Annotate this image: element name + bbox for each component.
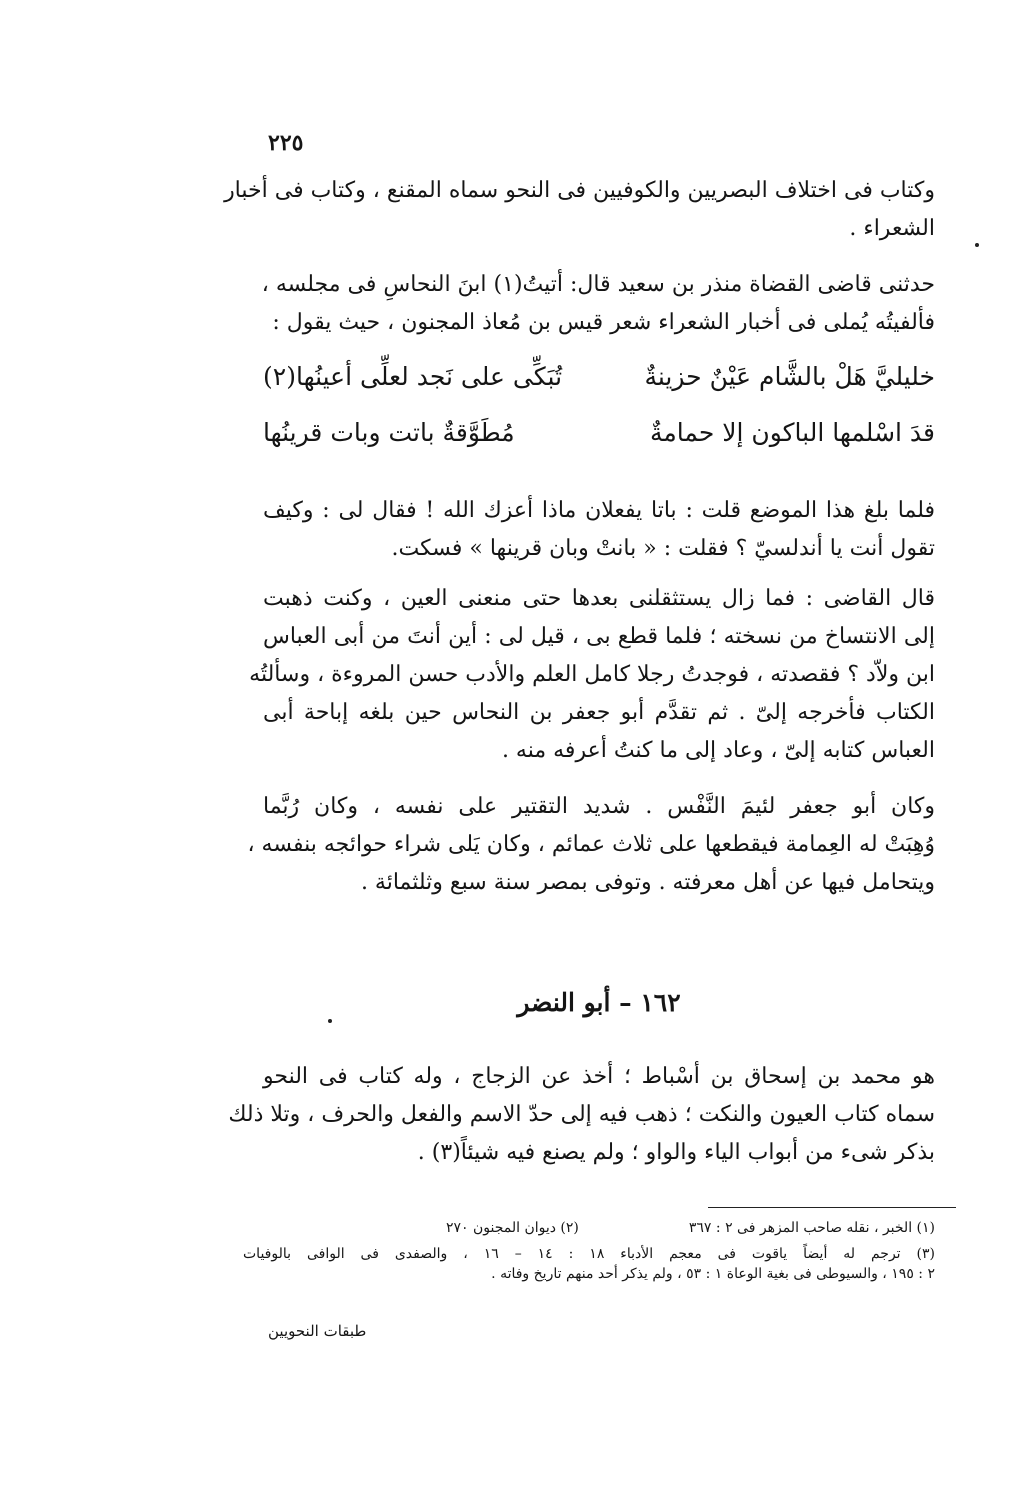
- verse-line: [263, 404, 935, 460]
- paragraph-judge-continued: [249, 580, 935, 770]
- text-line: الكتاب فأخرجه إلىّ . ثم تقدَّم أبو جعفر بن النحاس حين بلغه إباحة أبى: [263, 700, 935, 725]
- paragraph-judge-narration: [263, 266, 935, 342]
- footnote-2: (٢) ديوان المجنون ٢٧٠: [445, 1220, 579, 1236]
- text-line: ابن ولاّد ؟ فقصدته ، فوجدتُ رجلا كامل العلم والأدب حسن المروءة ، وسألتُه: [249, 662, 935, 687]
- text-line: فألفيتُه يُملى فى أخبار الشعراء شعر قيس بن مُعاذ المجنون ، حيث يقول :: [272, 310, 935, 335]
- text-line: تقول أنت يا أندلسيّ ؟ فقلت : « بانتْ وبان قرينها » فسكت.: [391, 536, 935, 561]
- footnote-row: [243, 1218, 935, 1238]
- text-line: وُهِبَتْ له العِمامة فيقطعها على ثلاث عمائم ، وكان يَلى شراء حوائجه بنفسه ،: [247, 832, 935, 857]
- text-line: العباس كتابه إلىّ ، وعاد إلى ما كنتُ أعرفه منه .: [501, 738, 935, 763]
- hemistich-first: خليليَّ هَلْ بالشَّام عَيْنٌ حزينةٌ: [644, 361, 935, 391]
- text-line: قال القاضى : فما زال يستثقلنى بعدها حتى منعنى العين ، وكنت ذهبت: [263, 586, 935, 611]
- text-line: حدثنى قاضى القضاة منذر بن سعيد قال: أتيتُ(١) ابنَ النحاسِ فى مجلسه ،: [261, 272, 935, 297]
- scan-speck: [328, 1019, 332, 1023]
- text-line: ويتحامل فيها عن أهل معرفته . وتوفى بمصر سنة سبع وثلثمائة .: [360, 870, 935, 895]
- text-line: وكتاب فى اختلاف البصريين والكوفيين فى النحو سماه المقنع ، وكتاب فى أخبار: [224, 178, 935, 203]
- page-number: ٢٢٥: [268, 130, 304, 156]
- footnotes: [243, 1218, 935, 1284]
- paragraph-dialogue: [263, 492, 935, 568]
- hemistich-first: قدَ اسْلمها الباكون إلا حمامةٌ: [649, 417, 935, 447]
- text-line: بذكر شىء من أبواب الياء والواو ؛ ولم يصنع فيه شيئاً(٣) .: [417, 1140, 935, 1165]
- text-line: الشعراء .: [849, 216, 935, 241]
- poem-verses: [263, 348, 935, 460]
- footnote-3-continued: ٢ : ١٩٥ ، والسيوطى فى بغية الوعاة ١ : ٥٣ ، ولم يذكر أحد منهم تاريخ وفاته .: [491, 1266, 935, 1282]
- hemistich-second: تُبَكِّى على نَجد لعلِّى أعينُها(٢): [263, 361, 563, 391]
- book-signature: طبقات النحويين: [268, 1322, 367, 1340]
- paragraph-biography: [228, 1058, 935, 1172]
- section-heading: ١٦٢ – أبو النضر: [517, 988, 681, 1017]
- paragraph-character: [247, 788, 935, 902]
- verse-line: [263, 348, 935, 404]
- text-line: هو محمد بن إسحاق بن أسْباط ؛ أخذ عن الزجاج ، وله كتاب فى النحو: [263, 1064, 935, 1089]
- text-line: سماه كتاب العيون والنكت ؛ ذهب فيه إلى حدّ الاسم والفعل والحرف ، وتلا ذلك: [228, 1102, 935, 1127]
- scan-speck: [975, 243, 979, 247]
- text-line: إلى الانتساخ من نسخته ؛ فلما قطع بى ، قيل لى : أين أنتَ من أبى العباس: [263, 624, 935, 649]
- hemistich-second: مُطَوَّقةٌ باتت وبات قرينُها: [263, 417, 515, 447]
- footnote-3: (٣) ترجم له أيضاً ياقوت فى معجم الأدباء ١٨ : ١٤ – ١٦ ، والصفدى فى الوافى بالوفيات: [243, 1246, 935, 1262]
- footnote-1: (١) الخبر ، نقله صاحب المزهر فى ٢ : ٣٦٧: [688, 1220, 935, 1236]
- footnote-divider: [708, 1207, 956, 1208]
- text-line: فلما بلغ هذا الموضع قلت : باتا يفعلان ماذا أعزك الله ! فقال لى : وكيف: [263, 498, 935, 523]
- text-line: وكان أبو جعفر لئيمَ النَّفْس . شديد التقتير على نفسه ، وكان رُبَّما: [263, 794, 935, 819]
- paragraph-book-list: [224, 172, 935, 248]
